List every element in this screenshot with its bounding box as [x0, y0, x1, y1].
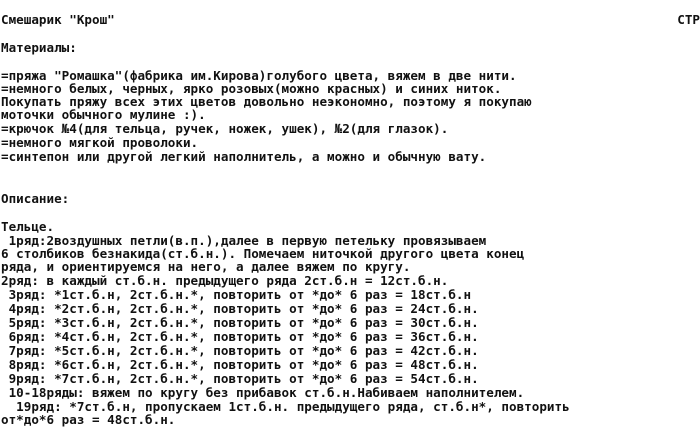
instruction-line: от*до*6 раз = 48ст.б.н. [1, 412, 176, 427]
materials-line: =немного белых, черных, ярко розовых(можно красных) и синих ниток. [1, 81, 502, 96]
materials-line: =немного мягкой проволоки. [1, 135, 199, 150]
materials-line: =крючок №4(для тельца, ручек, ножек, ушек), №2(для глазок). [1, 121, 449, 136]
instruction-line: 6ряд: *4ст.б.н, 2ст.б.н.*, повторить от *до* 6 раз = 36ст.б.н. [1, 329, 479, 344]
materials-line: =синтепон или другой легкий наполнитель, а можно и обычную вату. [1, 149, 487, 164]
instruction-line: 8ряд: *6ст.б.н, 2ст.б.н.*, повторить от *до* 6 раз = 48ст.б.н. [1, 357, 479, 372]
description-heading: Описание: [1, 191, 70, 206]
instruction-line: 10-18ряды: вяжем по кругу без прибавок ст.б.н.Набиваем наполнителем. [1, 385, 525, 400]
instruction-line: 9ряд: *7ст.б.н, 2ст.б.н.*, повторить от *до* 6 раз = 54ст.б.н. [1, 371, 479, 386]
materials-line: Покупать пряжу всех этих цветов довольно неэкономно, поэтому я покупаю [1, 94, 532, 109]
instruction-line: ряда, и ориентируемся на него, а далее вяжем по кругу. [1, 259, 411, 274]
instruction-line: 1ряд:2воздушных петли(в.п.),далее в первую петельку провязываем [1, 233, 487, 248]
materials-line: моточки обычного мулине :). [1, 107, 206, 122]
section-heading: Тельце. [1, 219, 55, 234]
instruction-line: 7ряд: *5ст.б.н, 2ст.б.н.*, повторить от *до* 6 раз = 42ст.б.н. [1, 343, 479, 358]
materials-line: =пряжа "Ромашка"(фабрика им.Кирова)голубого цвета, вяжем в две нити. [1, 68, 517, 83]
instruction-line: 4ряд: *2ст.б.н, 2ст.б.н.*, повторить от *до* 6 раз = 24ст.б.н. [1, 301, 479, 316]
instruction-line: 5ряд: *3ст.б.н, 2ст.б.н.*, повторить от *до* 6 раз = 30ст.б.н. [1, 315, 479, 330]
document-title: Смешарик "Крош" [1, 12, 115, 27]
instruction-line: 2ряд: в каждый ст.б.н. предыдущего ряда 2ст.б.н = 12ст.б.н. [1, 273, 449, 288]
materials-heading: Материалы: [1, 40, 77, 55]
instruction-line: 3ряд: *1ст.б.н, 2ст.б.н.*, повторить от *до* 6 раз = 18ст.б.н [1, 287, 472, 302]
instruction-line: 19ряд: *7ст.б.н, пропускаем 1ст.б.н. предыдущего ряда, ст.б.н*, повторить [1, 399, 570, 414]
page-marker: СТР [677, 12, 700, 27]
instruction-line: 6 столбиков безнакида(ст.б.н.). Помечаем ниточкой другого цвета конец [1, 246, 525, 261]
